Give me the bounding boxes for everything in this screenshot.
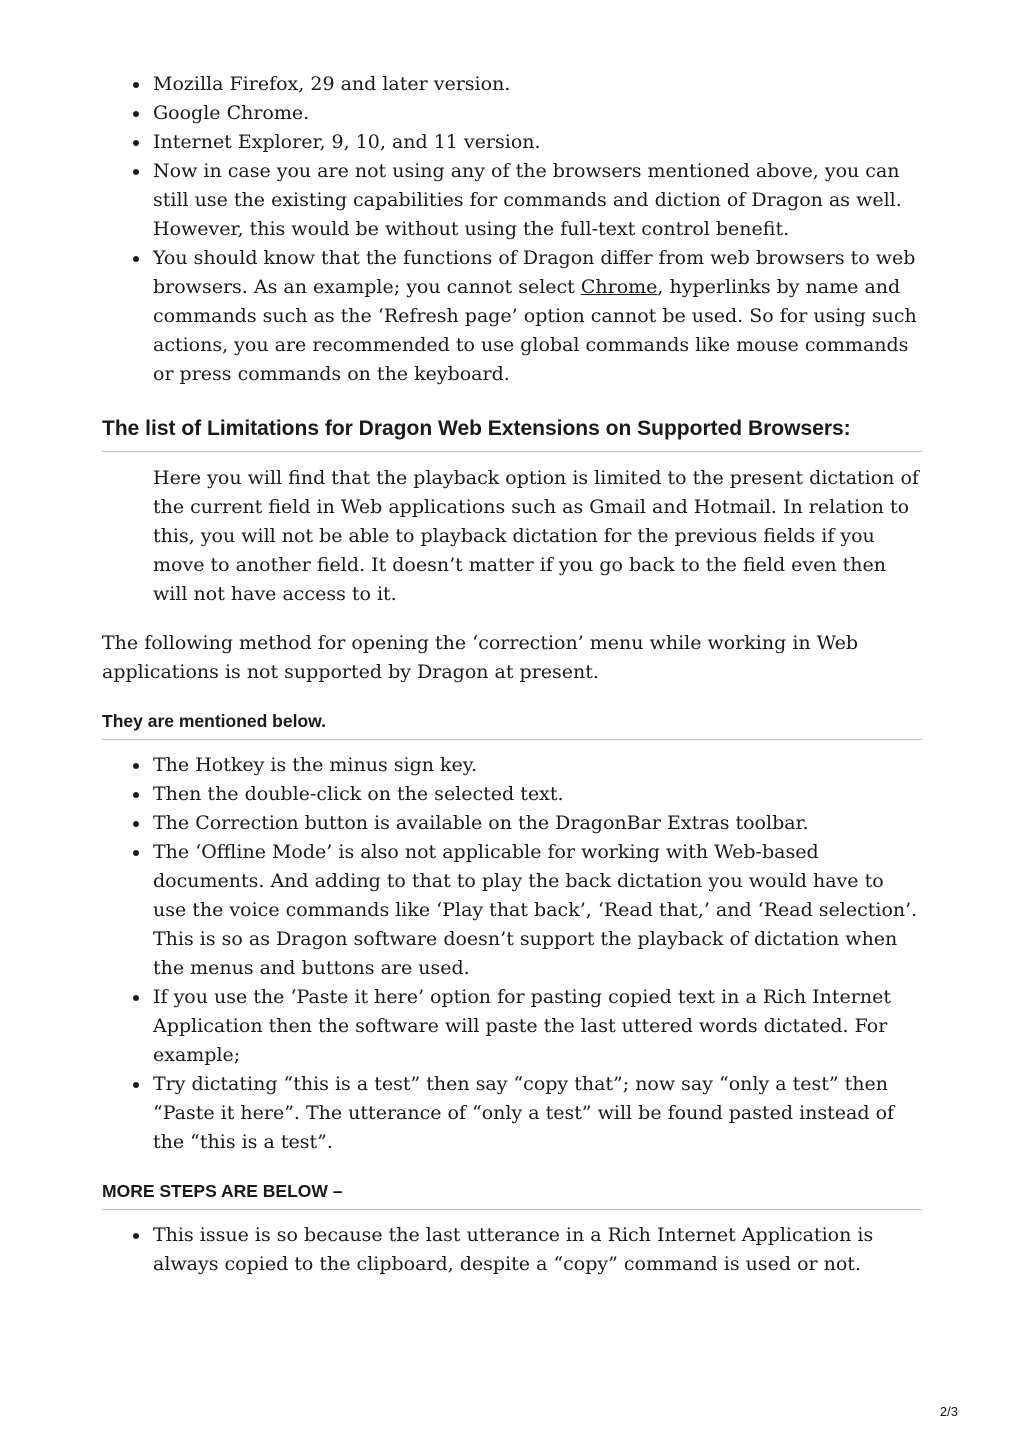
list-item: If you use the ‘Paste it here’ option for pasting copied text in a Rich Internet Application then the software will paste the last uttered words dictated. For example;: [153, 983, 922, 1070]
list-item: Now in case you are not using any of the browsers mentioned above, you can still use the existing capabilities for commands and diction of Dragon as well. However, this would be without using the full-text control benefit.: [153, 157, 922, 244]
more-steps-list: [102, 1221, 922, 1279]
chrome-link[interactable]: Chrome: [580, 276, 658, 298]
list-item: Try dictating “this is a test” then say “copy that”; now say “only a test” then “Paste it here”. The utterance of “only a test” will be found pasted instead of the “this is a test”.: [153, 1070, 922, 1157]
list-item: [153, 244, 922, 389]
browser-list: [102, 70, 922, 389]
document-page: [102, 70, 922, 1279]
page-number: 2/3: [939, 1404, 958, 1419]
list-item: Internet Explorer, 9, 10, and 11 version.: [153, 128, 922, 157]
list-item-text: , hyperlinks by name and commands such as the ‘Refresh page’ option cannot be used. So for using such actions, you are recommended to use global commands like mouse commands or press commands on the keyboard.: [153, 276, 917, 385]
correction-paragraph: The following method for opening the ‘correction’ menu while working in Web applications is not supported by Dragon at present.: [102, 632, 859, 683]
list-item: The Correction button is available on the DragonBar Extras toolbar.: [153, 809, 922, 838]
limitations-heading: The list of Limitations for Dragon Web Extensions on Supported Browsers:: [102, 415, 922, 452]
mentioned-heading: They are mentioned below.: [102, 709, 922, 740]
list-item: The Hotkey is the minus sign key.: [153, 751, 922, 780]
list-item: This issue is so because the last utterance in a Rich Internet Application is always copied to the clipboard, despite a “copy” command is used or not.: [153, 1221, 922, 1279]
list-item-text: You should know that the functions of Dragon differ from web browsers to web browsers. As an example; you cannot select: [153, 247, 916, 298]
list-item: The ‘Offline Mode’ is also not applicable for working with Web-based documents. And adding to that to play the back dictation you would have to use the voice commands like ‘Play that back’, ‘Read that,’ and ‘Read selection’. This is so as Dragon software doesn’t support the playback of dictation when the menus and buttons are used.: [153, 838, 922, 983]
list-item: Mozilla Firefox, 29 and later version.: [153, 70, 922, 99]
limitations-paragraph: Here you will find that the playback option is limited to the present dictation of the current field in Web applications such as Gmail and Hotmail. In relation to this, you will not be able to playback dictation for the previous fields if you move to another field. It doesn’t matter if you go back to the field even then will not have access to it.: [153, 467, 919, 605]
unsupported-methods-list: [102, 751, 922, 1157]
list-item: Google Chrome.: [153, 99, 922, 128]
more-steps-heading: MORE STEPS ARE BELOW –: [102, 1179, 922, 1210]
list-item: Then the double-click on the selected text.: [153, 780, 922, 809]
